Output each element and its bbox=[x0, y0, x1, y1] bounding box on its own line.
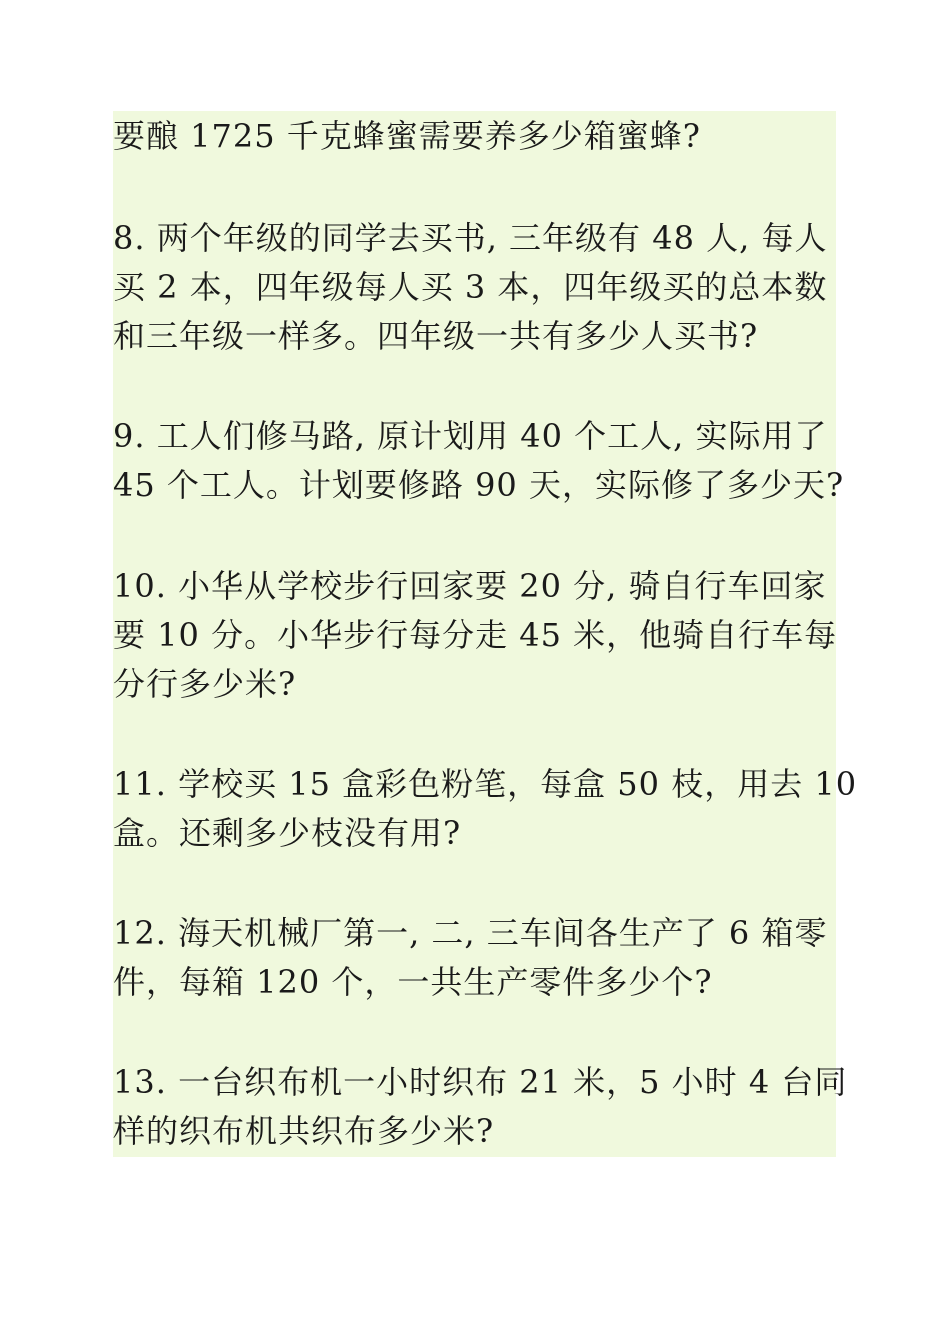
problem-13-line-2: 样的织布机共织布多少米? bbox=[113, 1112, 495, 1150]
problem-7-line-1: 要酿 1725 千克蜂蜜需要养多少箱蜜蜂? bbox=[113, 117, 701, 155]
problem-12-line-1: 12. 海天机械厂第一, 二, 三车间各生产了 6 箱零 bbox=[113, 914, 828, 952]
problem-10-line-1: 10. 小华从学校步行回家要 20 分, 骑自行车回家 bbox=[113, 567, 827, 605]
problem-11-line-2: 盒。还剩多少枝没有用? bbox=[113, 814, 462, 852]
problem-13-line-1: 13. 一台织布机一小时织布 21 米，5 小时 4 台同 bbox=[113, 1063, 848, 1101]
problem-8-line-2: 买 2 本，四年级每人买 3 本，四年级买的总本数 bbox=[113, 268, 828, 306]
problem-8-line-1: 8. 两个年级的同学去买书, 三年级有 48 人, 每人 bbox=[113, 219, 828, 257]
problem-10-line-3: 分行多少米? bbox=[113, 665, 297, 703]
problem-12-line-2: 件，每箱 120 个，一共生产零件多少个? bbox=[113, 963, 713, 1001]
problem-9-line-2: 45 个工人。计划要修路 90 天，实际修了多少天? bbox=[113, 466, 845, 504]
problem-9-line-1: 9. 工人们修马路, 原计划用 40 个工人, 实际用了 bbox=[113, 417, 828, 455]
problem-10-line-2: 要 10 分。小华步行每分走 45 米，他骑自行车每 bbox=[113, 616, 838, 654]
problem-11-line-1: 11. 学校买 15 盒彩色粉笔，每盒 50 枝，用去 10 bbox=[113, 765, 858, 803]
problem-8-line-3: 和三年级一样多。四年级一共有多少人买书? bbox=[113, 317, 759, 355]
